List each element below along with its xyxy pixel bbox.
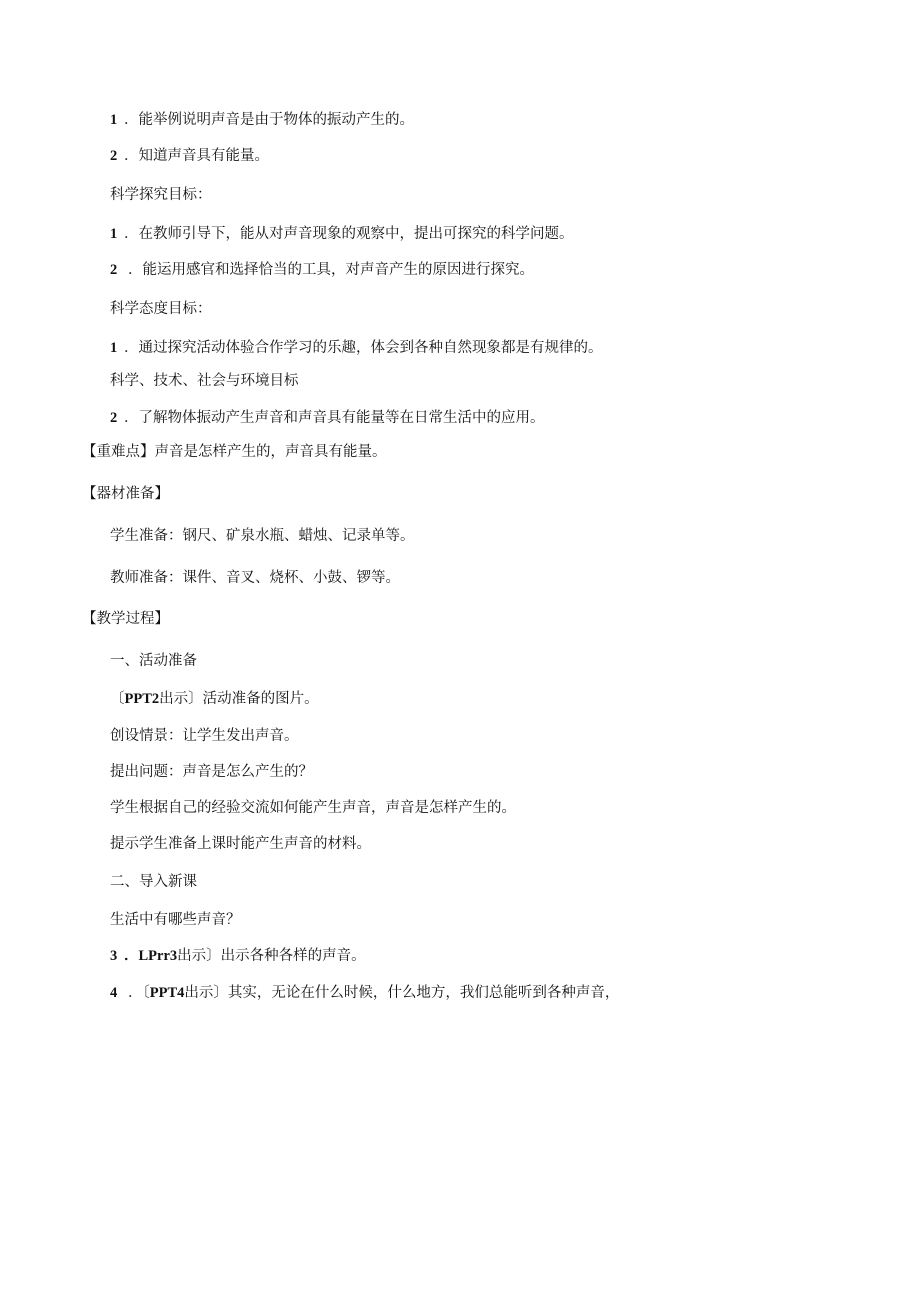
item-number: 1: [110, 112, 118, 128]
item-text: ．在教师引导下，能从对声音现象的观察中，提出可探究的科学问题。: [124, 226, 574, 242]
item-text: ．〔: [128, 985, 150, 1001]
student-materials-line: [110, 526, 415, 546]
ppt-line: [110, 983, 619, 1003]
key-points-label: 【重难点】: [82, 444, 155, 460]
goal-line: [110, 110, 414, 130]
item-number: 1: [110, 226, 118, 242]
goal-line: [110, 260, 534, 280]
materials-heading: 【器材准备】: [82, 486, 169, 502]
ppt-line: [110, 946, 366, 966]
goal-line: [110, 224, 574, 244]
process-line: 创设情景：让学生发出声音。: [110, 728, 299, 744]
ppt-code: PPT2: [124, 691, 160, 707]
process-line: 提示学生准备上课时能产生声音的材料。: [110, 836, 371, 852]
item-number: 2: [110, 262, 118, 278]
goal-line: [110, 338, 603, 358]
student-materials-label: 学生准备：: [110, 528, 183, 544]
process-line: 学生根据自己的经验交流如何能产生声音，声音是怎样产生的。: [110, 800, 516, 816]
item-number: 2: [110, 410, 118, 426]
section-title: 一、活动准备: [110, 653, 197, 669]
section-title: 二、导入新课: [110, 874, 197, 890]
ppt-code: PPT4: [149, 985, 185, 1001]
key-points-line: [82, 442, 387, 462]
process-line: 提出问题：声音是怎么产生的？: [110, 764, 313, 780]
ppt-text: 出示〕活动准备的图片。: [159, 691, 319, 707]
item-number: 1: [110, 340, 118, 356]
process-line: 生活中有哪些声音？: [110, 912, 241, 928]
inquiry-goal-heading: 科学探究目标：: [110, 187, 212, 203]
student-materials-text: 钢尺、矿泉水瓶、蜡烛、记录单等。: [182, 528, 415, 544]
stse-goal-heading: 科学、技术、社会与环境目标: [110, 373, 299, 389]
teacher-materials-line: [110, 568, 400, 588]
teacher-materials-label: 教师准备：: [110, 570, 183, 586]
item-text: ．能举例说明声音是由于物体的振动产生的。: [124, 112, 414, 128]
item-number: 4: [110, 985, 118, 1001]
ppt-text: 出示〕其实，无论在什么时候，什么地方，我们总能听到各种声音，: [184, 985, 620, 1001]
teacher-materials-text: 课件、音叉、烧杯、小鼓、锣等。: [182, 570, 400, 586]
item-text: ．了解物体振动产生声音和声音具有能量等在日常生活中的应用。: [124, 410, 545, 426]
item-text: ．知道声音具有能量。: [124, 148, 269, 164]
item-text: ．通过探究活动体验合作学习的乐趣，体会到各种自然现象都是有规律的。: [124, 340, 603, 356]
ppt-text: 出示〕出示各种各样的声音。: [177, 948, 366, 964]
item-number: 3: [110, 948, 118, 964]
bracket-open: 〔: [110, 691, 125, 707]
goal-line: [110, 408, 545, 428]
ppt-code: ．LPrr3: [124, 948, 178, 964]
attitude-goal-heading: 科学态度目标：: [110, 301, 212, 317]
item-text: ．能运用感官和选择恰当的工具，对声音产生的原因进行探究。: [128, 262, 534, 278]
ppt-line: [110, 689, 319, 709]
process-heading: 【教学过程】: [82, 611, 169, 627]
key-points-text: 声音是怎样产生的，声音具有能量。: [154, 444, 387, 460]
item-number: 2: [110, 148, 118, 164]
goal-line: [110, 146, 269, 166]
